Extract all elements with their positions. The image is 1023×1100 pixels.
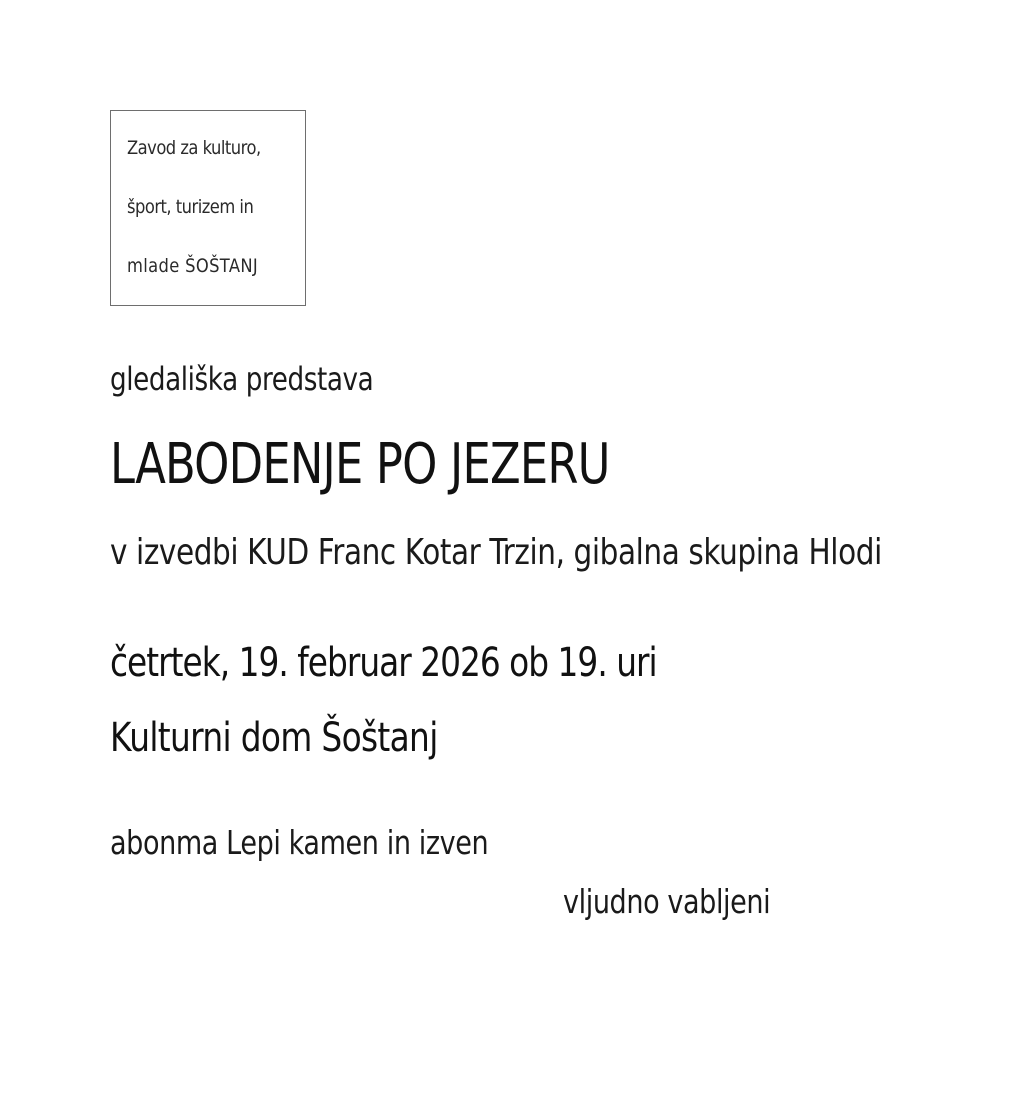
event-venue: Kulturni dom Šoštanj bbox=[110, 715, 438, 761]
event-title: LABODENJE PO JEZERU bbox=[110, 432, 610, 497]
organizer-name-line-2: šport, turizem in bbox=[127, 196, 254, 218]
organizer-name-line-1: Zavod za kulturo, bbox=[127, 137, 261, 159]
event-performer: v izvedbi KUD Franc Kotar Trzin, gibalna skupina Hlodi bbox=[110, 532, 882, 573]
event-type: gledališka predstava bbox=[110, 360, 374, 398]
event-subscription: abonma Lepi kamen in izven bbox=[110, 823, 489, 862]
event-datetime: četrtek, 19. februar 2026 ob 19. uri bbox=[110, 640, 657, 686]
organizer-logo-box bbox=[110, 110, 306, 306]
organizer-name-line-3: mlade ŠOŠTANJ bbox=[127, 255, 259, 277]
invitation-text: vljudno vabljeni bbox=[563, 882, 771, 921]
